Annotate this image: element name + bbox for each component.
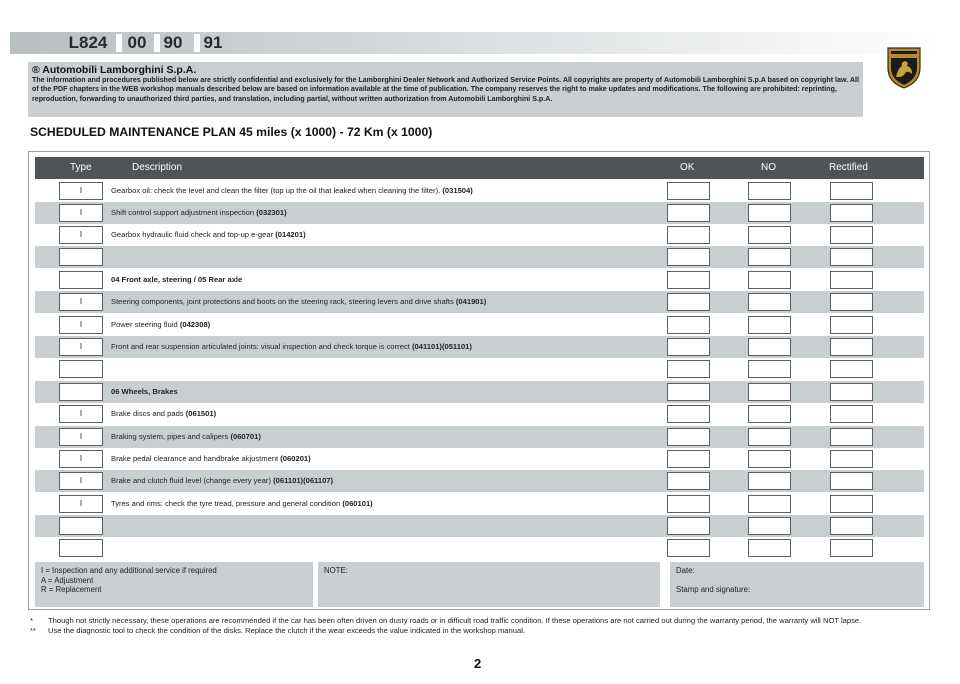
table-row-section-heading [35,269,924,291]
description-cell: Brake pedal clearance and handbrake akjustment (060201) [111,454,311,463]
doc-code-subgroup: 90 [163,33,183,52]
column-header-description: Description [132,162,183,173]
no-checkbox[interactable] [748,383,791,401]
rectified-checkbox[interactable] [830,248,873,266]
footnote-text: Use the diagnostic tool to check the condition of the disks. Replace the clutch if the wear exceeds the value indicated in the workshop manual. [48,625,525,635]
type-cell: I [59,182,103,200]
code-divider [116,34,122,52]
no-checkbox[interactable] [748,428,791,446]
description-cell: Power steering fluid (042308) [111,320,211,329]
no-checkbox[interactable] [748,539,791,557]
table-row [35,202,924,224]
notice-body: The information and procedures published below are strictly confidential and exclusively for the Lamborghini Dealer Network and Authorized Service Points. All copyrights are property of Automobili Lamborghini S.p.A based on copyright law. All of the PDF chapters in the WEB workshop manuals described below are based on information available at the time of publication. The company reserves the right to make updates and modifications. The following are prohibited: reprinting, reproduction, forwarding to unauthorized third parties, and translation, including partial, without written authorization from Automobili Lamborghini S.p.A. [32,76,859,103]
legend-replacement: R = Replacement [41,585,102,595]
ok-checkbox[interactable] [667,428,710,446]
table-row [35,515,924,537]
rectified-checkbox[interactable] [830,271,873,289]
column-header-type: Type [70,162,92,173]
footnotes [30,616,940,635]
date-label: Date: [676,566,695,575]
no-checkbox[interactable] [748,271,791,289]
ok-checkbox[interactable] [667,472,710,490]
table-row-section-heading [35,381,924,403]
description-cell: Tyres and rims: check the tyre tread, pressure and general condition (060101) [111,499,373,508]
type-cell [59,517,103,535]
table-header [35,157,924,179]
description-cell: Brake and clutch fluid level (change every year) (061101)(061107) [111,476,334,485]
description-cell: Brake discs and pads (061501) [111,409,217,418]
rectified-checkbox[interactable] [830,428,873,446]
footnote [30,616,940,626]
column-header-rectified: Rectified [829,162,868,173]
note-label: NOTE: [324,566,348,575]
no-checkbox[interactable] [748,182,791,200]
table-row [35,180,924,202]
no-checkbox[interactable] [748,517,791,535]
type-cell: I [59,450,103,468]
doc-code-section: 91 [203,33,223,52]
copyright-notice [28,62,863,117]
type-cell [59,539,103,557]
ok-checkbox[interactable] [667,539,710,557]
no-checkbox[interactable] [748,248,791,266]
no-checkbox[interactable] [748,472,791,490]
rectified-checkbox[interactable] [830,316,873,334]
stamp-signature-label: Stamp and signature: [676,584,751,594]
date-signature-box[interactable] [670,562,924,607]
legend-box [35,562,313,607]
type-cell [59,360,103,378]
footnote-text: Though not strictly necessary, these operations are recommended if the car has been often driven on dusty roads or in difficult road traffic condition. If these operations are not carried out during the warranty period, the warranty will NOT lapse. [48,616,862,625]
ok-checkbox[interactable] [667,338,710,356]
table-row [35,493,924,515]
no-checkbox[interactable] [748,338,791,356]
ok-checkbox[interactable] [667,316,710,334]
ok-checkbox[interactable] [667,495,710,513]
type-cell: I [59,428,103,446]
rectified-checkbox[interactable] [830,182,873,200]
type-cell: I [59,472,103,490]
table-row [35,224,924,246]
description-cell: Gearbox oil: check the level and clean the filter (top up the oil that leaked when cleaning the filter). (031504) [111,186,473,195]
doc-code-group: 00 [127,33,147,52]
table-row [35,336,924,358]
rectified-checkbox[interactable] [830,495,873,513]
no-checkbox[interactable] [748,360,791,378]
column-header-no: NO [761,162,776,173]
footnote-mark: ** [30,625,36,635]
note-box[interactable] [318,562,660,607]
ok-checkbox[interactable] [667,293,710,311]
legend-adjustment: A = Adjustment [41,575,94,585]
section-heading: 04 Front axle, steering / 05 Rear axle [111,275,243,284]
rectified-checkbox[interactable] [830,204,873,222]
table-row [35,358,924,380]
rectified-checkbox[interactable] [830,517,873,535]
rectified-checkbox[interactable] [830,472,873,490]
ok-checkbox[interactable] [667,226,710,244]
ok-checkbox[interactable] [667,182,710,200]
ok-checkbox[interactable] [667,383,710,401]
table-row [35,426,924,448]
ok-checkbox[interactable] [667,271,710,289]
description-cell: Front and rear suspension articulated joints: visual inspection and check torque is correct (041101)(051101) [111,342,472,351]
description-cell: Shift control support adjustment inspection (032301) [111,208,287,217]
rectified-checkbox[interactable] [830,450,873,468]
section-heading: 06 Wheels, Brakes [111,387,178,396]
rectified-checkbox[interactable] [830,539,873,557]
page-title: SCHEDULED MAINTENANCE PLAN 45 miles (x 1000) - 72 Km (x 1000) [30,125,433,139]
table-row [35,537,924,559]
column-header-ok: OK [680,162,695,173]
doc-code-model: L824 [68,33,108,52]
type-cell [59,248,103,266]
rectified-checkbox[interactable] [830,338,873,356]
table-row [35,403,924,425]
type-cell: I [59,495,103,513]
type-cell: I [59,405,103,423]
type-cell: I [59,338,103,356]
type-cell: I [59,204,103,222]
footnote-mark: * [30,616,33,625]
ok-checkbox[interactable] [667,204,710,222]
no-checkbox[interactable] [748,226,791,244]
page-number: 2 [474,656,482,671]
type-cell [59,383,103,401]
ok-checkbox[interactable] [667,405,710,423]
description-cell: Gearbox hydraulic fluid check and top-up e-gear (014201) [111,230,306,239]
ok-checkbox[interactable] [667,360,710,378]
description-cell: Steering components, joint protections and boots on the steering rack, steering levers and drive shafts (041901) [111,297,487,306]
no-checkbox[interactable] [748,495,791,513]
rectified-checkbox[interactable] [830,226,873,244]
rectified-checkbox[interactable] [830,360,873,378]
table-row [35,246,924,268]
legend-inspection: I = Inspection and any additional service if required [41,566,217,575]
table-row [35,470,924,492]
type-cell: I [59,293,103,311]
rectified-checkbox[interactable] [830,383,873,401]
table-row [35,291,924,313]
no-checkbox[interactable] [748,405,791,423]
no-checkbox[interactable] [748,316,791,334]
description-cell: Braking system, pipes and calipers (060701) [111,432,261,441]
no-checkbox[interactable] [748,293,791,311]
rectified-checkbox[interactable] [830,293,873,311]
footnote [30,626,940,636]
rectified-checkbox[interactable] [830,405,873,423]
document-code-bar [10,32,940,54]
table-row [35,314,924,336]
no-checkbox[interactable] [748,450,791,468]
table-row [35,448,924,470]
type-cell [59,271,103,289]
lamborghini-shield-logo [885,44,923,90]
type-cell: I [59,316,103,334]
no-checkbox[interactable] [748,204,791,222]
ok-checkbox[interactable] [667,450,710,468]
type-cell: I [59,226,103,244]
notice-title: ® Automobili Lamborghini S.p.A. [32,64,197,76]
ok-checkbox[interactable] [667,517,710,535]
ok-checkbox[interactable] [667,248,710,266]
